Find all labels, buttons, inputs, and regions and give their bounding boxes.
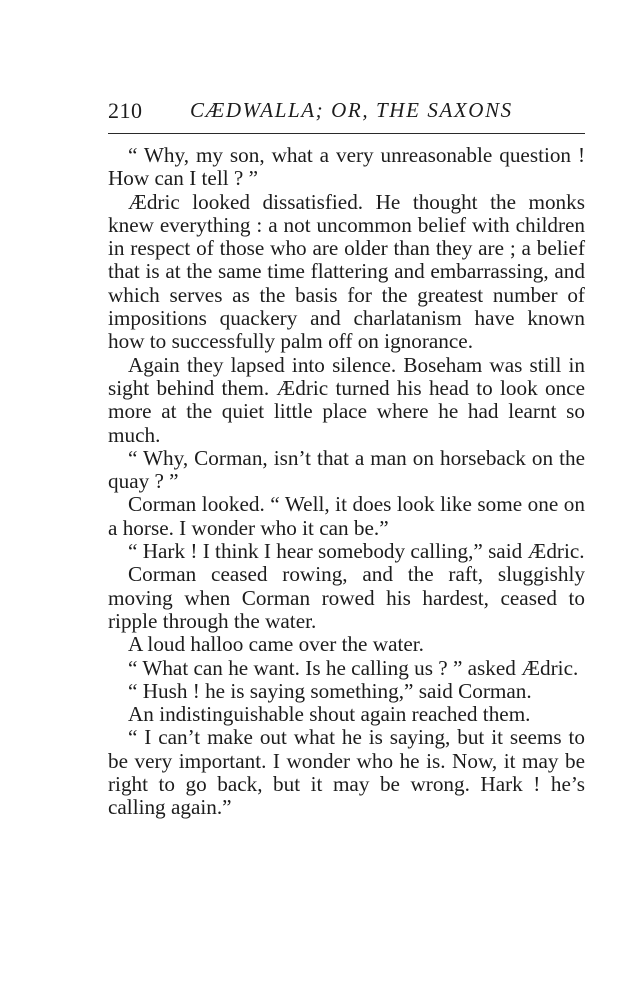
paragraph: “ Hush ! he is saying something,” said Corman. bbox=[128, 678, 532, 703]
page-number: 210 bbox=[108, 98, 143, 123]
running-head bbox=[108, 98, 586, 124]
paragraph: “ Why, Corman, isn’t that a man on horseback on the quay ? ” bbox=[108, 445, 585, 494]
paragraph: “ I can’t make out what he is saying, but it seems to be very important. I wonder who he is. Now, it may be right to go back, but it may be wrong. Hark ! he’s calling again.” bbox=[108, 725, 585, 820]
header-rule bbox=[108, 133, 585, 134]
paragraph: Again they lapsed into silence. Boseham was still in sight behind them. Ædric turned his head to look once more at the quiet little place where he had learnt so much. bbox=[108, 352, 585, 447]
paragraph: Corman ceased rowing, and the raft, sluggishly moving when Corman rowed his hardest, ceased to ripple through the water. bbox=[108, 562, 585, 633]
paragraph: An indistinguishable shout again reached them. bbox=[128, 702, 531, 727]
paragraph: A loud halloo came over the water. bbox=[128, 632, 424, 657]
paragraph: “ Hark ! I think I hear somebody calling,” said Ædric. bbox=[128, 539, 585, 564]
running-title: CÆDWALLA; OR, THE SAXONS bbox=[190, 98, 513, 122]
paragraph: “ Why, my son, what a very unreasonable question ! How can I tell ? ” bbox=[108, 143, 585, 191]
paragraph: Corman looked. “ Well, it does look like some one on a horse. I wonder who it can be.” bbox=[108, 492, 585, 540]
paragraph: Ædric looked dissatisfied. He thought the monks knew everything : a not uncommon belief with children in respect of those who are older than they are ; a belief that is at the same time flattering and embarrassing, and which serves as the basis for the greatest number of impositions quackery and charlatanism have known how to successfully palm off on ignorance. bbox=[108, 189, 585, 354]
paragraph: “ What can he want. Is he calling us ? ” asked Ædric. bbox=[128, 655, 579, 680]
body-text bbox=[108, 144, 585, 820]
